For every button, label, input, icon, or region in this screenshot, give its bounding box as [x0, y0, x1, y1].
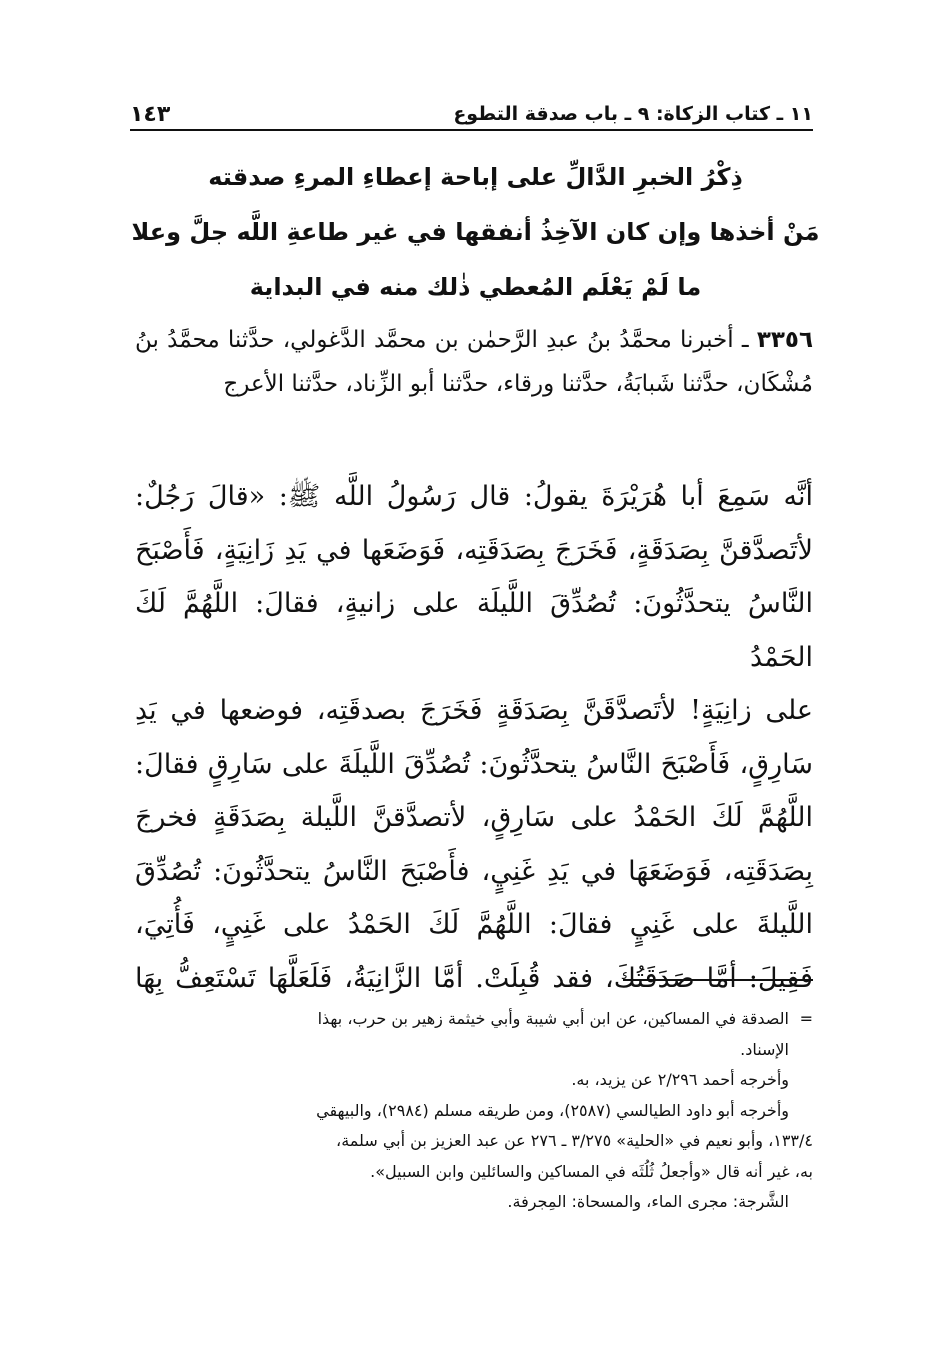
hadith-text-line: اللَّيلةَ على غَنِيٍ فقالَ: اللَّهُمَّ لَكَ الحَمْدُ على غَنِيٍ، فَأُتِيَ،	[135, 909, 813, 940]
hadith-text-line: النَّاسُ يتحدَّثُونَ: تُصُدِّقَ اللَّيلَة على زانيةٍ، فقالَ: اللَّهُمَّ لَكَ الحَمْدُ	[135, 588, 813, 673]
footnote-line: وأخرجه أبو داود الطيالسي (٢٥٨٧)، ومن طريقه مسلم (٢٩٨٤)، والبيهقي	[316, 1100, 789, 1120]
footnote-line: به، غير أنه قال «وأجعلُ ثُلُثَه في المساكين والسائلين وابن السبيل».	[370, 1161, 813, 1181]
hadith-chain	[135, 318, 813, 406]
header-title: ١١ ـ كتاب الزكاة: ٩ ـ باب صدقة التطوع	[453, 103, 813, 125]
footnote-line: ١٣٣/٤، وأبو نعيم في «الحلية» ٣/٢٧٥ ـ ٢٧٦ عن عبد العزيز بن أبي سلمة،	[336, 1131, 813, 1150]
hadith-number: ٣٣٥٦	[756, 327, 814, 353]
section-heading	[110, 150, 841, 315]
hadith-text-line: سَارِقٍ، فَأَصْبَحَ النَّاسُ يتحدَّثُونَ: تُصُدِّقَ اللَّيلَةَ على سَارِقٍ فقالَ:	[135, 748, 813, 780]
footnote-line: الشَّرجة: مجرى الماء، والمسحاة: المِجرفة.	[507, 1192, 789, 1211]
hadith-text-line: بِصَدَقَتِه، فَوَضَعَهَا في يَدِ غَنِيٍ، فأَصْبَحَ النَّاسُ يتحدَّثُونَ: تُصُدِّقَ	[135, 855, 813, 887]
footnote-line: الإسناد.	[740, 1039, 789, 1059]
heading-line-2: مَنْ أخذها وإن كان الآخِذُ أنفقها في غير طاعةِ اللَّه جلَّ وعلا	[131, 218, 820, 246]
hadith-text-line: فَقِيلَ: أمَّا صَدَقَتُكَ، فقد قُبِلَتْ. أمَّا الزَّانِيَةُ، فَلَعَلَّهَا تَسْتَعِفُّ بِهَا	[135, 962, 813, 994]
page-number: ١٤٣	[130, 102, 171, 127]
hadith-text-line: على زانِيَةٍ! لأتَصدَّقَنَّ بِصَدَقَةٍ فَخَرَجَ بصدقَتِه، فوضعها في يَدِ	[135, 695, 813, 726]
heading-line-3: ما لَمْ يَعْلَم المُعطي ذٰلك منه في البداية	[249, 273, 702, 301]
hadith-text-line: لأتَصدَّقنَّ بِصَدَقَةٍ، فَخَرَجَ بِصَدَقَتِه، فَوَضَعَها في يَدِ زَانِيَةٍ، فَأَصْبَحَ	[135, 534, 813, 566]
heading-line-1: ذِكْرُ الخبرِ الدَّالِّ على إباحة إعطاءِ المرءِ صدقته	[208, 163, 743, 191]
hadith-text	[135, 470, 813, 1005]
footnote-first-line	[135, 1004, 813, 1035]
footnote-line: وأخرجه أحمد ٢/٢٩٦ عن يزيد، به.	[571, 1070, 789, 1089]
footnote-continuation-marker: =	[799, 1009, 813, 1028]
hadith-chain-text: ـ أخبرنا محمَّدُ بنُ عبدِ الرَّحمٰن بن محمَّد الدَّغولي، حدَّثنا محمَّدُ بنُ مُشْكَان، حدَّثنا شَبابَةُ، حدَّثنا ورقاء، حدَّثنا أبو الزِّناد، حدَّثنا الأعرج	[135, 327, 813, 397]
running-header	[130, 95, 813, 131]
footnote-line: الصدقة في المساكين، عن ابن أبي شيبة وأبي خيثمة زهير بن حرب، بهذا	[317, 1009, 789, 1028]
footnote-separator	[623, 979, 813, 981]
hadith-text-line: اللَّهُمَّ لَكَ الحَمْدُ على سَارِقٍ، لأتصدَّقنَّ اللَّيلة بِصَدَقَةٍ فخرجَ	[135, 802, 813, 833]
footnotes	[135, 1004, 813, 1218]
hadith-text-line: أنَّه سَمِعَ أبا هُرَيْرَةَ يقولُ: قال رَسُولُ اللَّه ﷺ: «قالَ رَجُلٌ:	[135, 481, 813, 512]
